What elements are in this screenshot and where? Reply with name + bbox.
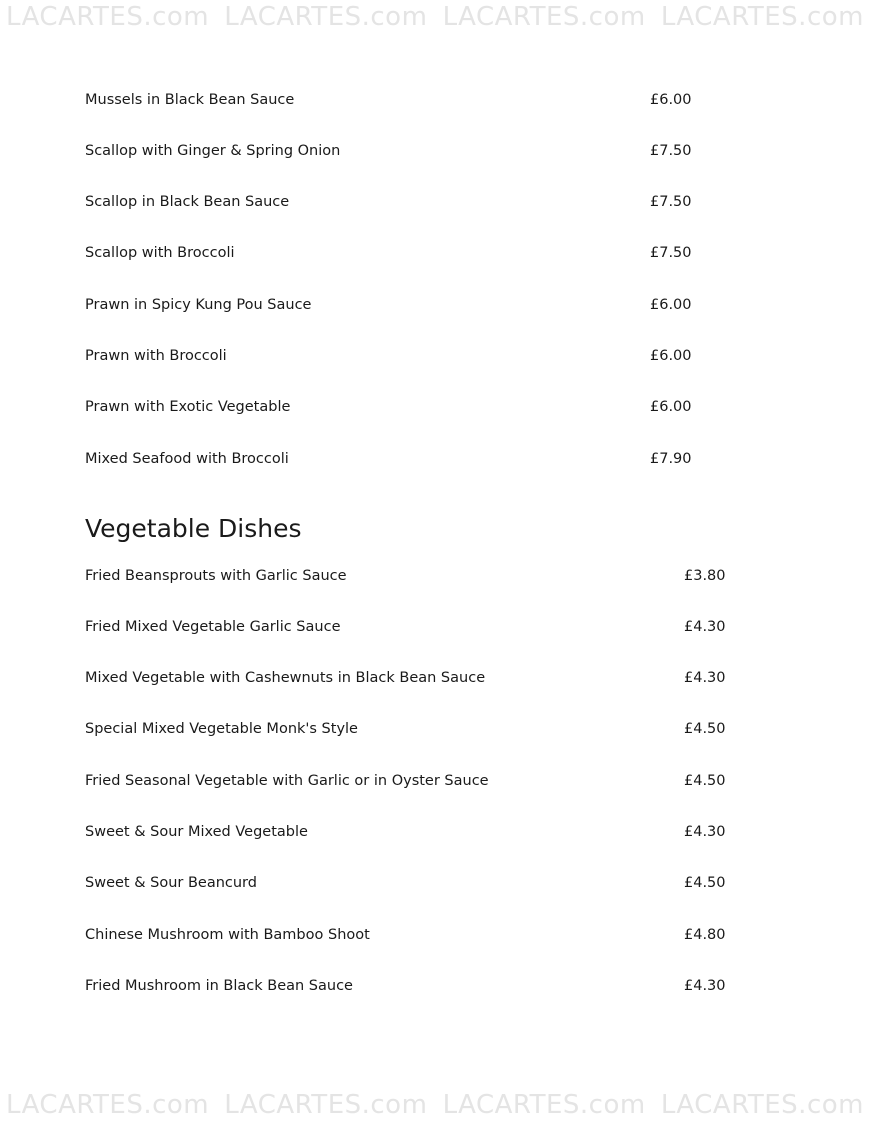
section-heading-vegetable: Vegetable Dishes (85, 514, 302, 543)
menu-item-name: Mixed Seafood with Broccoli (85, 451, 289, 467)
menu-item-name: Scallop with Ginger & Spring Onion (85, 143, 341, 159)
menu-item-name: Chinese Mushroom with Bamboo Shoot (85, 927, 370, 943)
menu-item-price: £4.30 (684, 978, 726, 994)
watermark-text: LACARTES.com (224, 2, 428, 32)
menu-item-price: £4.50 (684, 875, 726, 891)
menu-item-price: £6.00 (650, 297, 692, 313)
watermark-text: LACARTES.com (442, 2, 646, 32)
menu-item-name: Fried Beansprouts with Garlic Sauce (85, 568, 347, 584)
menu-item-name: Fried Seasonal Vegetable with Garlic or in Oyster Sauce (85, 773, 489, 789)
menu-item-price: £6.00 (650, 348, 692, 364)
watermark-text: LACARTES.com (660, 2, 864, 32)
menu-item-name: Prawn with Exotic Vegetable (85, 399, 291, 415)
menu-item-name: Special Mixed Vegetable Monk's Style (85, 721, 358, 737)
watermark-text: LACARTES.com (6, 2, 210, 32)
menu-item-name: Fried Mixed Vegetable Garlic Sauce (85, 619, 341, 635)
menu-item-price: £7.50 (650, 143, 692, 159)
menu-item-name: Scallop in Black Bean Sauce (85, 194, 290, 210)
watermark-text: LACARTES.com (224, 1090, 428, 1120)
menu-item-price: £7.50 (650, 194, 692, 210)
menu-item-name: Fried Mushroom in Black Bean Sauce (85, 978, 353, 994)
menu-item-price: £4.30 (684, 824, 726, 840)
watermark-text: LACARTES.com (442, 1090, 646, 1120)
menu-item-name: Scallop with Broccoli (85, 245, 235, 261)
watermark-top (0, 2, 870, 38)
watermark-text: LACARTES.com (6, 1090, 210, 1120)
menu-item-price: £6.00 (650, 92, 692, 108)
menu-item-name: Mussels in Black Bean Sauce (85, 92, 295, 108)
menu-item-price: £4.50 (684, 773, 726, 789)
menu-item-price: £4.80 (684, 927, 726, 943)
menu-item-name: Mixed Vegetable with Cashewnuts in Black Bean Sauce (85, 670, 486, 686)
menu-item-name: Prawn with Broccoli (85, 348, 227, 364)
menu-item-price: £4.30 (684, 619, 726, 635)
menu-item-price: £7.90 (650, 451, 692, 467)
watermark-bottom (0, 1090, 870, 1126)
menu-item-price: £4.50 (684, 721, 726, 737)
menu-item-name: Prawn in Spicy Kung Pou Sauce (85, 297, 312, 313)
watermark-text: LACARTES.com (660, 1090, 864, 1120)
menu-item-price: £3.80 (684, 568, 726, 584)
menu-item-name: Sweet & Sour Beancurd (85, 875, 257, 891)
menu-item-price: £6.00 (650, 399, 692, 415)
menu-item-name: Sweet & Sour Mixed Vegetable (85, 824, 308, 840)
menu-item-price: £4.30 (684, 670, 726, 686)
menu-item-price: £7.50 (650, 245, 692, 261)
